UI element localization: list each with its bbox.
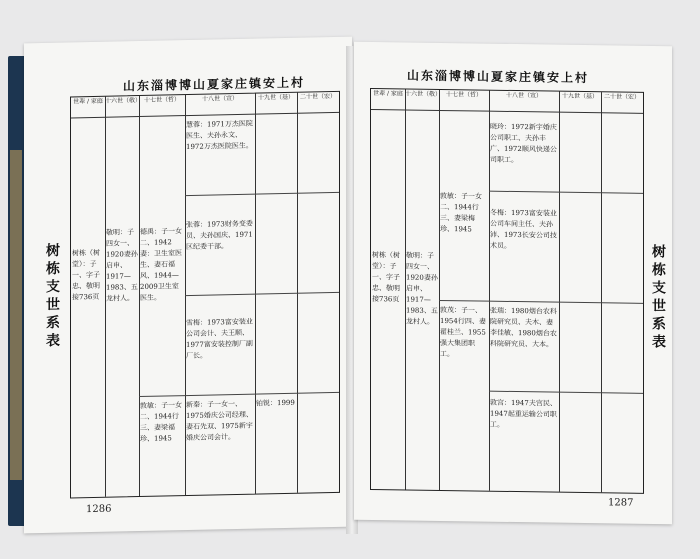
generation-17-cell: 德禹：子一女二、1942妻：卫生室医生、妻石福风、1944—2009卫生室医生。	[140, 227, 182, 303]
generation-16-cell: 敬明：子四女一、1920妻孙启申、1917—1983、五龙村人。	[106, 228, 138, 303]
header-cell: 十八世（宣）	[489, 91, 560, 113]
generation-18-cell: 敦宫：1947夫宫民、1947起重运输公司职工。	[490, 398, 557, 429]
generation-16-cell: 敬明：子四女一、1920妻孙启申、1917—1983、五龙村人。	[406, 251, 438, 326]
left-page	[24, 37, 352, 534]
row-divider	[489, 391, 643, 394]
row-divider	[185, 392, 339, 396]
header-cell: 十七世（哲）	[139, 95, 186, 117]
row-divider	[185, 292, 339, 296]
header-cell: 二十世（宏）	[297, 92, 339, 114]
right-page	[354, 42, 672, 524]
generation-18-cell: 张蓉：1973财务变委员、夫孙国庆、1971区纪委干部。	[186, 219, 253, 252]
row-divider	[439, 300, 489, 302]
header-cell: 十六世（敬）	[105, 96, 140, 118]
ancestor-cell: 树栋（树堂）：子一、字子忠、敬明 接736页	[72, 248, 100, 302]
row-divider	[489, 301, 643, 304]
header-cell: 世辈 / 家庭	[71, 97, 106, 119]
left-page-header: 山东淄博博山夏家庄镇安上村	[122, 75, 305, 94]
generation-18-cell: 张瑞：1980烟台农科院研究员、夫木、妻李佳敏、1980烟台农科院研究员、大本。	[490, 306, 557, 349]
header-cell: 十九世（基）	[255, 93, 298, 115]
generation-17-cell: 敦茂：子一、1954行四、妻翟桂兰、1955强大集团职工。	[440, 305, 486, 359]
row-divider	[139, 395, 185, 397]
generation-17-cell: 敦敏：子一女二、1944行三、妻梁梅珍、1945	[440, 191, 482, 234]
header-cell: 十八世（宣）	[185, 94, 256, 116]
column-divider	[559, 92, 560, 492]
row-divider	[489, 191, 643, 194]
page-number-right: 1287	[608, 497, 634, 509]
column-divider	[601, 92, 602, 492]
right-genealogy-table	[370, 88, 644, 494]
right-side-title: 树栋支世系表	[650, 243, 666, 353]
generation-18-cell: 新秦：子一女一、1975婚庆公司经理、妻石先双、1975新宇婚庆公司会计。	[186, 399, 253, 443]
ancestor-cell: 树栋（树堂）：子一、字子忠、敬明 接736页	[372, 251, 400, 304]
left-side-title: 树栋支世系表	[44, 242, 60, 352]
generation-17-cell: 敦敏：子一女二、1944行三、妻梁福珍、1945	[140, 401, 182, 444]
header-cell: 世辈 / 家庭	[371, 89, 406, 110]
cover-edge	[10, 150, 22, 480]
right-page-header: 山东淄博博山夏家庄镇安上村	[406, 68, 589, 86]
header-cell: 二十世（宏）	[601, 92, 643, 114]
generation-18-cell: 雪梅：1973富安装业公司会计、夫王顺、1977富安装控制厂副厂长。	[186, 317, 253, 361]
column-divider	[439, 90, 440, 490]
generation-18-cell: 冬梅：1973富安装业公司车间主任、夫孙沛、1973长安公司技术员。	[490, 208, 557, 250]
header-cell: 十六世（敬）	[405, 89, 440, 110]
generation-18-cell: 慧蓉：1971万杰医院医生、夫孙永文、1972万杰医院医生。	[186, 119, 253, 152]
generation-19-cell: 铂锐：1999	[256, 398, 295, 408]
row-divider	[185, 192, 339, 196]
page-number-left: 1286	[86, 503, 112, 516]
header-cell: 十七世（哲）	[439, 90, 490, 112]
left-genealogy-table	[70, 91, 340, 499]
header-cell: 十九世（基）	[559, 92, 602, 114]
generation-18-cell: 晓玲：1972新宇婚庆公司职工、夫孙丰广、1972顺风快递公司职工。	[490, 122, 557, 165]
